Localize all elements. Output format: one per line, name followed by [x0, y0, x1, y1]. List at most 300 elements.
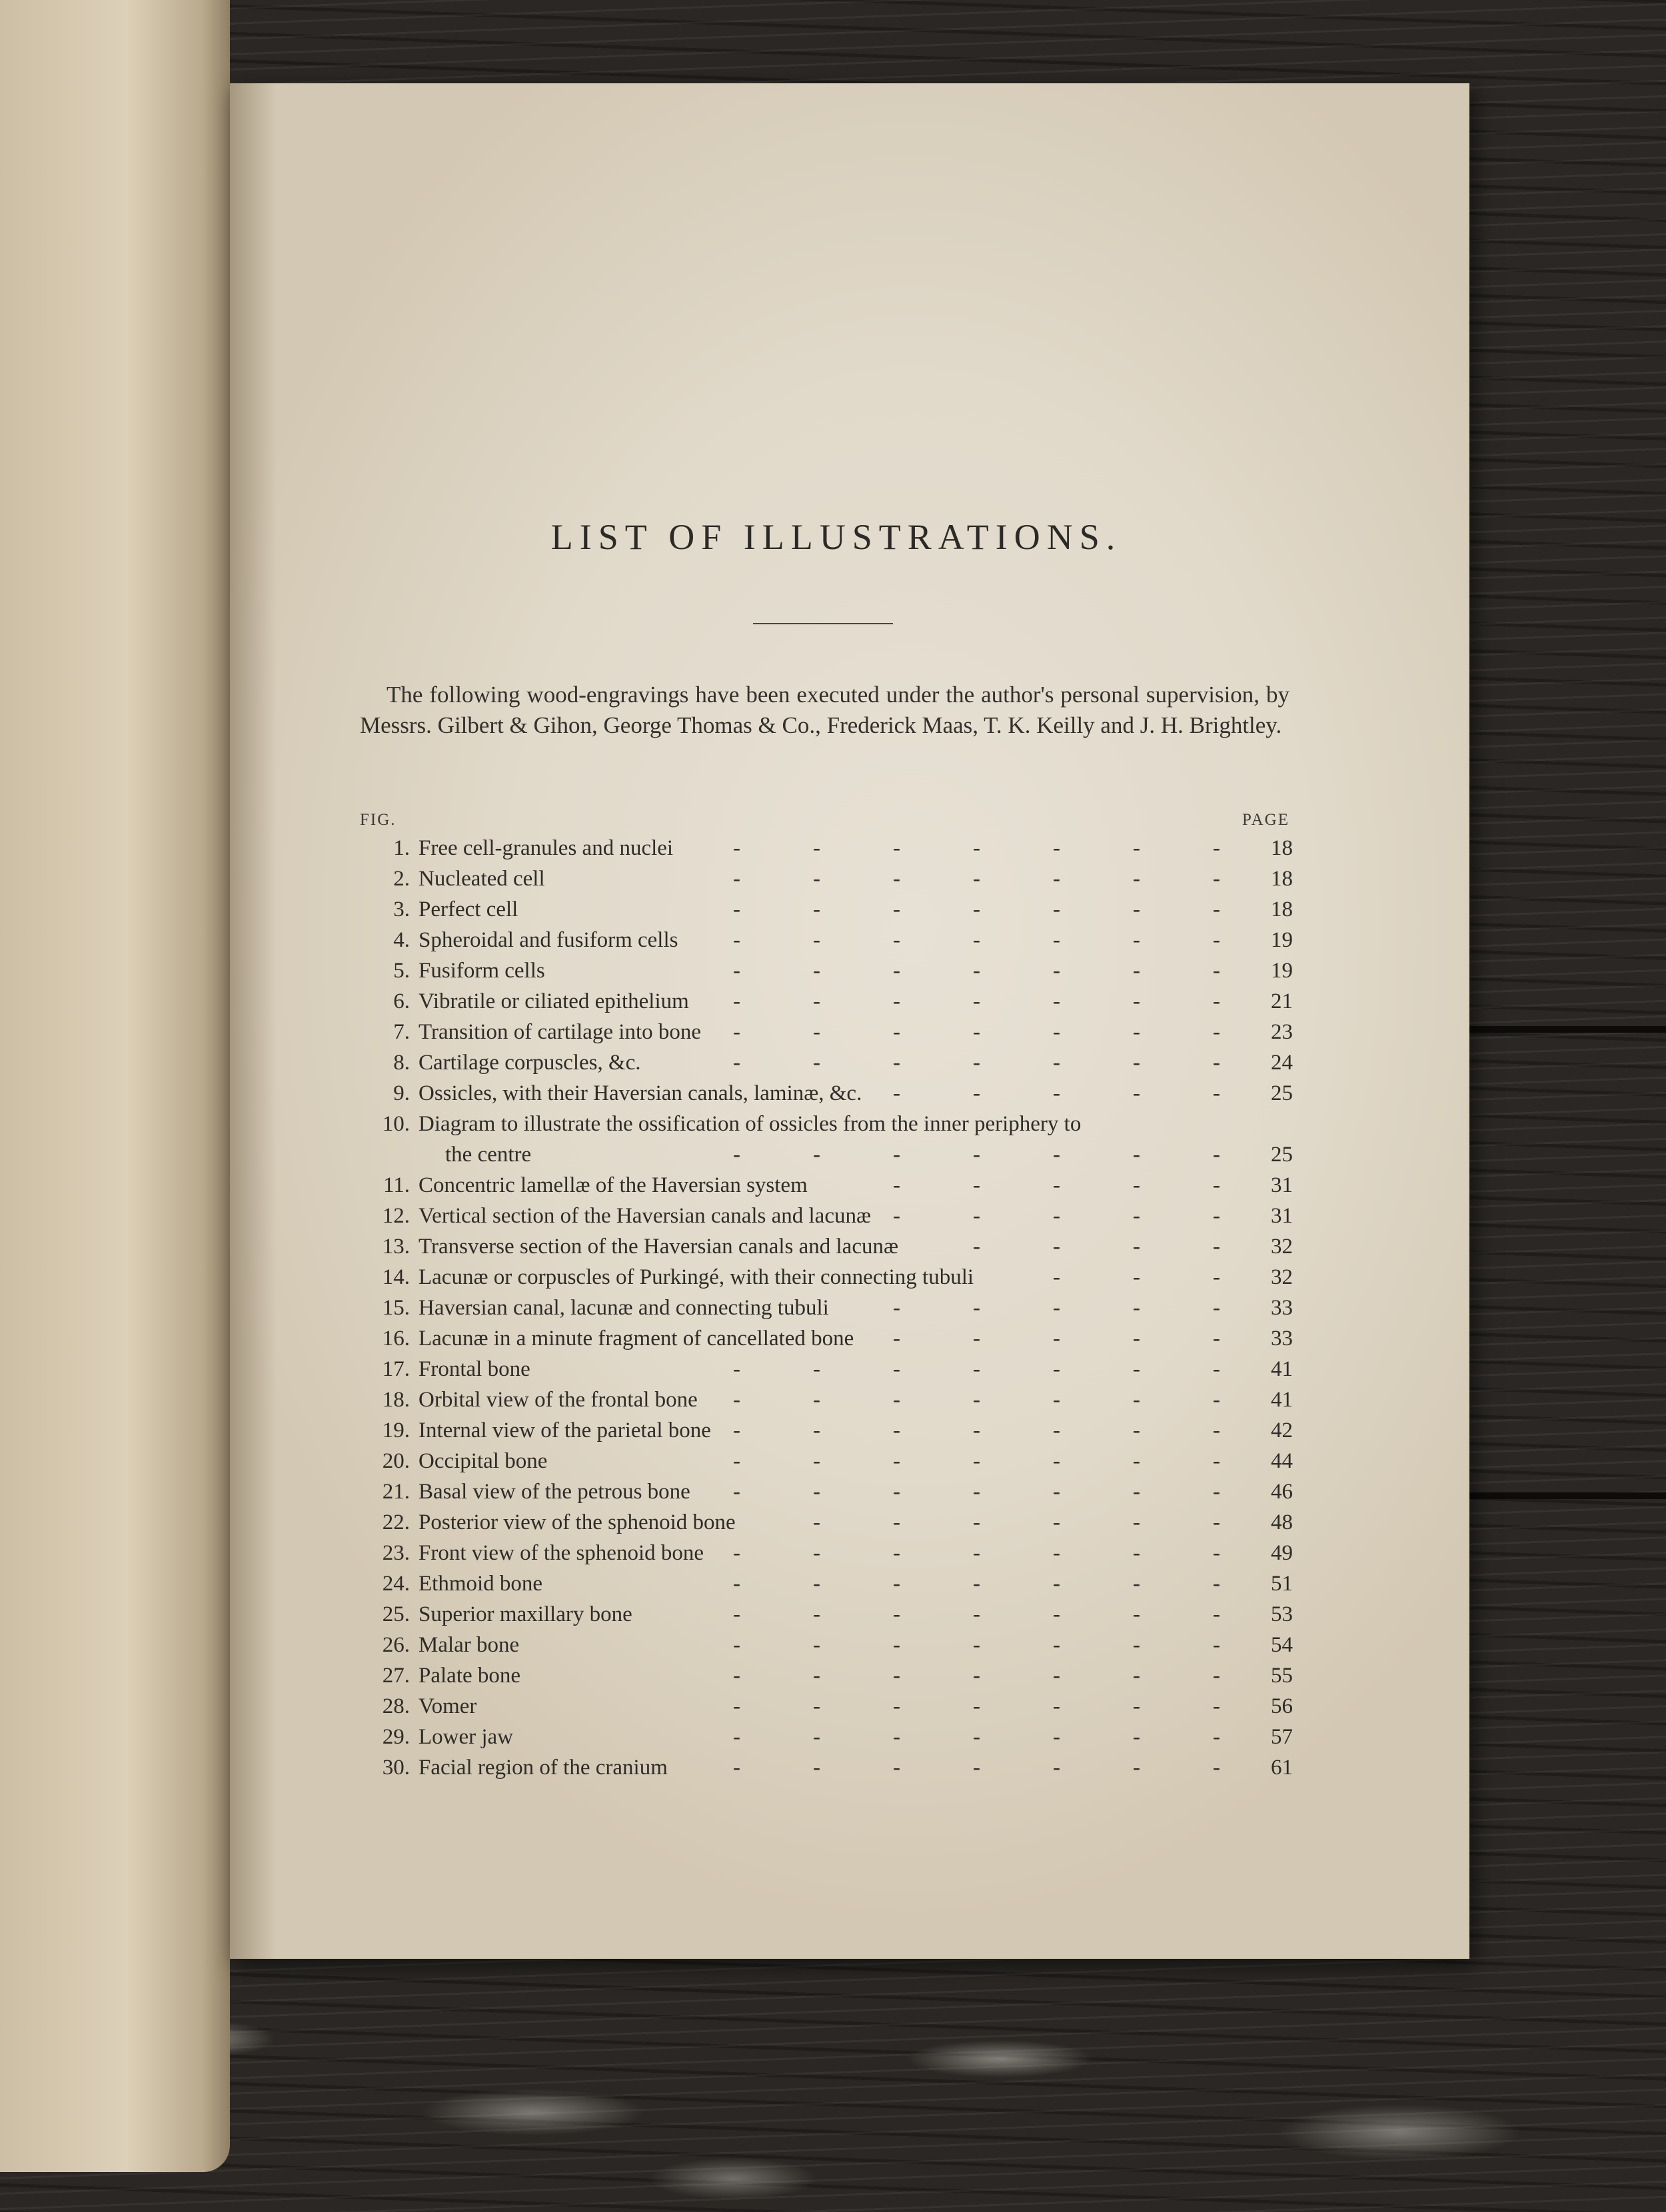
leader-dash: -: [973, 1725, 980, 1749]
leader-dash: -: [973, 1235, 980, 1259]
leader-dash: -: [973, 1204, 980, 1228]
leader-dash: -: [813, 1664, 820, 1688]
leader-dash: -: [813, 1541, 820, 1565]
leader-dash: -: [813, 897, 820, 921]
leader-dash: -: [1213, 1572, 1220, 1596]
leader-dash: -: [973, 1388, 980, 1412]
leader-dash: -: [813, 928, 820, 952]
leader-dash: -: [1133, 867, 1140, 891]
leader-dash: -: [1133, 1725, 1140, 1749]
leader-dash: -: [1213, 989, 1220, 1013]
leader-dash: -: [893, 1357, 900, 1381]
leader-dash: -: [1133, 1694, 1140, 1718]
page-number: 56: [1271, 1694, 1293, 1718]
leader-dash: -: [1053, 1725, 1060, 1749]
list-item: [360, 1568, 1293, 1599]
leader-dash: -: [973, 1664, 980, 1688]
leader-dash: -: [893, 1572, 900, 1596]
list-item: [360, 1507, 1293, 1538]
fig-title: Free cell-granules and nuclei: [418, 836, 674, 860]
fig-title: Palate bone: [418, 1664, 521, 1688]
leader-dash: -: [973, 1418, 980, 1442]
list-item: [360, 1691, 1293, 1722]
leader-dash: -: [1213, 1235, 1220, 1259]
fig-title: Ossicles, with their Haversian canals, laminæ, &c.: [418, 1081, 862, 1105]
fig-number: 6.: [393, 989, 410, 1013]
leader-dash: -: [733, 1020, 740, 1044]
leader-dash: -: [1053, 1602, 1060, 1626]
list-item: [360, 986, 1293, 1017]
leader-dash: -: [1053, 1020, 1060, 1044]
fig-number: 28.: [382, 1694, 410, 1718]
leader-dash: -: [1053, 1081, 1060, 1105]
book-page: [230, 83, 1469, 1959]
page-number: 51: [1271, 1572, 1293, 1596]
leader-dash: -: [973, 1357, 980, 1381]
leader-dash: -: [813, 836, 820, 860]
leader-dash: -: [1133, 1327, 1140, 1351]
fig-title: Facial region of the cranium: [418, 1756, 668, 1780]
page-number: 54: [1271, 1633, 1293, 1657]
leader-dash: -: [733, 1357, 740, 1381]
leader-dash: -: [893, 989, 900, 1013]
leader-dash: -: [893, 1020, 900, 1044]
leader-dash: -: [1213, 1388, 1220, 1412]
leader-dash: -: [1133, 1480, 1140, 1504]
leader-dash: -: [1213, 959, 1220, 983]
page-number: 31: [1271, 1173, 1293, 1197]
leader-dash: -: [813, 1020, 820, 1044]
fig-title: Orbital view of the frontal bone: [418, 1388, 698, 1412]
page-number: 21: [1271, 989, 1293, 1013]
leader-dash: -: [733, 1633, 740, 1657]
leader-dash: -: [813, 1694, 820, 1718]
leader-dash: -: [1053, 1572, 1060, 1596]
leader-dash: -: [973, 1327, 980, 1351]
leader-dash: -: [813, 1572, 820, 1596]
fig-number: 13.: [382, 1235, 410, 1259]
fig-title: Lacunæ in a minute fragment of cancellated bone: [418, 1327, 854, 1351]
leader-dash: -: [1213, 1327, 1220, 1351]
leader-dash: -: [1213, 1204, 1220, 1228]
list-item: [360, 1354, 1293, 1384]
leader-dash: -: [973, 1510, 980, 1534]
leader-dash: -: [1053, 1449, 1060, 1473]
leader-dash: -: [893, 867, 900, 891]
fig-number: 15.: [382, 1296, 410, 1320]
leader-dash: -: [893, 959, 900, 983]
page-number: 32: [1271, 1235, 1293, 1259]
fig-number: 24.: [382, 1572, 410, 1596]
leader-dash: -: [1213, 1418, 1220, 1442]
plank-gap: [1446, 1026, 1666, 1033]
fig-title-continuation: the centre: [445, 1143, 532, 1167]
list-item: [360, 1231, 1293, 1262]
leader-dash: -: [893, 1173, 900, 1197]
leader-dash: -: [1133, 1265, 1140, 1289]
leader-dash: -: [813, 1633, 820, 1657]
leader-dash: -: [1133, 1602, 1140, 1626]
leader-dash: -: [1213, 1143, 1220, 1167]
fig-title: Haversian canal, lacunæ and connecting tubuli: [418, 1296, 829, 1320]
leader-dash: -: [1213, 1480, 1220, 1504]
leader-dash: -: [973, 928, 980, 952]
leader-dash: -: [813, 1725, 820, 1749]
leader-dash: -: [1053, 989, 1060, 1013]
leader-dash: -: [893, 1694, 900, 1718]
list-item: [360, 1384, 1293, 1415]
fig-title: Occipital bone: [418, 1449, 548, 1473]
leader-dash: -: [893, 1633, 900, 1657]
leader-dash: -: [1213, 1694, 1220, 1718]
leader-dash: -: [1053, 1664, 1060, 1688]
facing-left-page: [0, 0, 230, 2172]
fig-number: 27.: [382, 1664, 410, 1688]
leader-dash: -: [1213, 1664, 1220, 1688]
leader-dash: -: [813, 1480, 820, 1504]
list-item: [360, 1170, 1293, 1201]
leader-dash: -: [893, 928, 900, 952]
leader-dash: -: [733, 1664, 740, 1688]
leader-dash: -: [1133, 897, 1140, 921]
leader-dash: -: [813, 1449, 820, 1473]
page-number: 33: [1271, 1296, 1293, 1320]
leader-dash: -: [893, 1327, 900, 1351]
fig-title: Vibratile or ciliated epithelium: [418, 989, 689, 1013]
leader-dash: -: [733, 959, 740, 983]
fig-number: 10.: [382, 1112, 410, 1136]
list-item: [360, 1752, 1293, 1783]
fig-number: 12.: [382, 1204, 410, 1228]
leader-dash: -: [1053, 928, 1060, 952]
illustration-list: [360, 833, 1293, 1783]
leader-dash: -: [1213, 1081, 1220, 1105]
leader-dash: -: [1213, 1633, 1220, 1657]
list-item: [360, 1262, 1293, 1293]
leader-dash: -: [893, 1418, 900, 1442]
leader-dash: -: [973, 1051, 980, 1075]
fig-number: 19.: [382, 1418, 410, 1442]
leader-dash: -: [813, 1143, 820, 1167]
list-item: [360, 833, 1293, 863]
leader-dash: -: [733, 867, 740, 891]
leader-dash: -: [1053, 959, 1060, 983]
leader-dash: -: [1133, 1572, 1140, 1596]
fig-number: 3.: [393, 897, 410, 921]
leader-dash: -: [733, 1694, 740, 1718]
intro-paragraph: The following wood-engravings have been executed under the author's personal supervision, by Messrs. Gilbert & Gihon, George Thomas & Co., Frederick Maas, T. K. Keilly and J. H. Brightley.: [360, 682, 1289, 738]
fig-number: 30.: [382, 1756, 410, 1780]
leader-dash: -: [893, 836, 900, 860]
fig-title: Superior maxillary bone: [418, 1602, 632, 1626]
leader-dash: -: [1133, 1449, 1140, 1473]
leader-dash: -: [1133, 1541, 1140, 1565]
list-item: [360, 955, 1293, 986]
list-item: [360, 1415, 1293, 1446]
fig-number: 8.: [393, 1051, 410, 1075]
leader-dash: -: [733, 1480, 740, 1504]
leader-dash: -: [813, 867, 820, 891]
leader-dash: -: [1053, 1418, 1060, 1442]
leader-dash: -: [733, 897, 740, 921]
leader-dash: -: [973, 1449, 980, 1473]
leader-dash: -: [893, 1756, 900, 1780]
leader-dash: -: [973, 1081, 980, 1105]
list-item: [360, 1109, 1293, 1170]
leader-dash: -: [813, 1388, 820, 1412]
leader-dash: -: [973, 959, 980, 983]
list-item: [360, 894, 1293, 925]
list-item: [360, 1078, 1293, 1109]
leader-dash: -: [973, 1756, 980, 1780]
fig-number: 16.: [382, 1327, 410, 1351]
fig-number: 1.: [393, 836, 410, 860]
list-item: [360, 1630, 1293, 1660]
leader-dash: -: [1213, 1510, 1220, 1534]
leader-dash: -: [893, 1449, 900, 1473]
fig-title: Perfect cell: [418, 897, 518, 921]
leader-dash: -: [1133, 1051, 1140, 1075]
leader-dash: -: [1133, 1388, 1140, 1412]
leader-dash: -: [893, 897, 900, 921]
leader-dash: -: [733, 1143, 740, 1167]
fig-number: 22.: [382, 1510, 410, 1534]
leader-dash: -: [733, 1449, 740, 1473]
leader-dash: -: [1053, 1388, 1060, 1412]
fig-title: Frontal bone: [418, 1357, 530, 1381]
leader-dash: -: [1133, 1020, 1140, 1044]
page-number: 41: [1271, 1388, 1293, 1412]
leader-dash: -: [1213, 897, 1220, 921]
leader-dash: -: [733, 836, 740, 860]
fig-title: Internal view of the parietal bone: [418, 1418, 711, 1442]
fig-number: 26.: [382, 1633, 410, 1657]
leader-dash: -: [813, 1602, 820, 1626]
leader-dash: -: [973, 1173, 980, 1197]
leader-dash: -: [1213, 836, 1220, 860]
fig-title: Nucleated cell: [418, 867, 545, 891]
fig-title: Fusiform cells: [418, 959, 545, 983]
leader-dash: -: [1133, 1510, 1140, 1534]
leader-dash: -: [1213, 1051, 1220, 1075]
leader-dash: -: [1053, 867, 1060, 891]
leader-dash: -: [733, 1418, 740, 1442]
leader-dash: -: [893, 1051, 900, 1075]
leader-dash: -: [813, 1510, 820, 1534]
fig-title: Basal view of the petrous bone: [418, 1480, 690, 1504]
leader-dash: -: [813, 1051, 820, 1075]
page-number: 18: [1271, 897, 1293, 921]
fig-number: 29.: [382, 1725, 410, 1749]
leader-dash: -: [893, 1602, 900, 1626]
page-number: 25: [1271, 1143, 1293, 1167]
fig-title: Spheroidal and fusiform cells: [418, 928, 678, 952]
leader-dash: -: [1133, 1357, 1140, 1381]
leader-dash: -: [1213, 1756, 1220, 1780]
fig-title: Vomer: [418, 1694, 477, 1718]
leader-dash: -: [973, 897, 980, 921]
leader-dash: -: [733, 1051, 740, 1075]
plank-gap: [1446, 1492, 1666, 1499]
leader-dash: -: [1053, 1204, 1060, 1228]
leader-dash: -: [1053, 1480, 1060, 1504]
leader-dash: -: [973, 1694, 980, 1718]
leader-dash: -: [1213, 1173, 1220, 1197]
leader-dash: -: [1133, 1756, 1140, 1780]
fig-title: Ethmoid bone: [418, 1572, 543, 1596]
leader-dash: -: [1133, 1204, 1140, 1228]
leader-dash: -: [1053, 1327, 1060, 1351]
leader-dash: -: [1133, 1235, 1140, 1259]
leader-dash: -: [1053, 1296, 1060, 1320]
list-item: [360, 1599, 1293, 1630]
leader-dash: -: [1053, 1694, 1060, 1718]
leader-dash: -: [1213, 1265, 1220, 1289]
page-number: 24: [1271, 1051, 1293, 1075]
page-number: 25: [1271, 1081, 1293, 1105]
leader-dash: -: [893, 1204, 900, 1228]
leader-dash: -: [1213, 867, 1220, 891]
leader-dash: -: [733, 1756, 740, 1780]
page-number: 61: [1271, 1756, 1293, 1780]
leader-dash: -: [973, 1572, 980, 1596]
fig-title: Vertical section of the Haversian canals and lacunæ: [418, 1204, 871, 1228]
fig-number: 5.: [393, 959, 410, 983]
leader-dash: -: [1053, 1357, 1060, 1381]
leader-dash: -: [1053, 1633, 1060, 1657]
fig-title: Transverse section of the Haversian canals and lacunæ: [418, 1235, 898, 1259]
leader-dash: -: [733, 1572, 740, 1596]
fig-title: Posterior view of the sphenoid bone: [418, 1510, 736, 1534]
page-number: 42: [1271, 1418, 1293, 1442]
list-item: [360, 1293, 1293, 1323]
leader-dash: -: [973, 1541, 980, 1565]
page-number: 48: [1271, 1510, 1293, 1534]
leader-dash: -: [733, 1725, 740, 1749]
leader-dash: -: [733, 928, 740, 952]
fig-number: 25.: [382, 1602, 410, 1626]
leader-dash: -: [1133, 1173, 1140, 1197]
page-number: 49: [1271, 1541, 1293, 1565]
leader-dash: -: [1213, 1725, 1220, 1749]
fig-number: 4.: [393, 928, 410, 952]
page-number: 32: [1271, 1265, 1293, 1289]
fig-title: Concentric lamellæ of the Haversian system: [418, 1173, 808, 1197]
page-number: 18: [1271, 836, 1293, 860]
leader-dash: -: [893, 1510, 900, 1534]
fig-title: Lower jaw: [418, 1725, 514, 1749]
leader-dash: -: [1213, 928, 1220, 952]
fig-title: Lacunæ or corpuscles of Purkingé, with their connecting tubuli: [418, 1265, 974, 1289]
list-item: [360, 1476, 1293, 1507]
leader-dash: -: [1053, 1051, 1060, 1075]
leader-dash: -: [893, 1081, 900, 1105]
leader-dash: -: [973, 1296, 980, 1320]
leader-dash: -: [1133, 1418, 1140, 1442]
leader-dash: -: [973, 1480, 980, 1504]
fig-number: 14.: [382, 1265, 410, 1289]
list-item: [360, 1538, 1293, 1568]
page-title: LIST OF ILLUSTRATIONS.: [550, 517, 1122, 557]
leader-dash: -: [1213, 1296, 1220, 1320]
leader-dash: -: [973, 989, 980, 1013]
leader-dash: -: [893, 1296, 900, 1320]
list-item: [360, 925, 1293, 955]
leader-dash: -: [813, 959, 820, 983]
leader-dash: -: [1133, 959, 1140, 983]
list-item: [360, 1446, 1293, 1476]
page-number: 18: [1271, 867, 1293, 891]
leader-dash: -: [973, 1633, 980, 1657]
leader-dash: -: [1133, 1296, 1140, 1320]
fig-title-line: Diagram to illustrate the ossification of ossicles from the inner periphery to: [418, 1112, 1082, 1136]
leader-dash: -: [1213, 1449, 1220, 1473]
leader-dash: -: [733, 989, 740, 1013]
leader-dash: -: [1053, 1510, 1060, 1534]
leader-dash: -: [893, 1143, 900, 1167]
fig-number: 2.: [393, 867, 410, 891]
page-number: 19: [1271, 959, 1293, 983]
leader-dash: -: [973, 1020, 980, 1044]
page-number: 57: [1271, 1725, 1293, 1749]
list-item: [360, 1017, 1293, 1047]
leader-dash: -: [973, 1602, 980, 1626]
leader-dash: -: [813, 1357, 820, 1381]
list-item: [360, 863, 1293, 894]
list-item: [360, 1323, 1293, 1354]
list-item: [360, 1660, 1293, 1691]
fig-number: 18.: [382, 1388, 410, 1412]
fig-title: Transition of cartilage into bone: [418, 1020, 702, 1044]
page-number: 44: [1271, 1449, 1293, 1473]
leader-dash: -: [733, 1541, 740, 1565]
leader-dash: -: [893, 1388, 900, 1412]
page-number: 19: [1271, 928, 1293, 952]
fig-number: 7.: [393, 1020, 410, 1044]
fig-title: Front view of the sphenoid bone: [418, 1541, 704, 1565]
page-number: 53: [1271, 1602, 1293, 1626]
weathered-wood-table: [0, 1959, 1666, 2212]
leader-dash: -: [733, 1602, 740, 1626]
leader-dash: -: [1053, 836, 1060, 860]
list-item: [360, 1722, 1293, 1752]
fig-column-header: FIG.: [360, 811, 397, 829]
page-column-header: PAGE: [1242, 811, 1289, 829]
leader-dash: -: [1133, 1143, 1140, 1167]
leader-dash: -: [1213, 1541, 1220, 1565]
leader-dash: -: [893, 1480, 900, 1504]
page-number: 31: [1271, 1204, 1293, 1228]
page-number: 33: [1271, 1327, 1293, 1351]
leader-dash: -: [733, 1388, 740, 1412]
list-item: [360, 1047, 1293, 1078]
leader-dash: -: [1213, 1020, 1220, 1044]
leader-dash: -: [1133, 928, 1140, 952]
fig-number: 23.: [382, 1541, 410, 1565]
leader-dash: -: [1133, 1633, 1140, 1657]
leader-dash: -: [973, 867, 980, 891]
leader-dash: -: [813, 1756, 820, 1780]
fig-number: 21.: [382, 1480, 410, 1504]
page-number: 23: [1271, 1020, 1293, 1044]
page-number: 41: [1271, 1357, 1293, 1381]
leader-dash: -: [1213, 1602, 1220, 1626]
fig-number: 20.: [382, 1449, 410, 1473]
list-item: [360, 1201, 1293, 1231]
leader-dash: -: [1133, 989, 1140, 1013]
leader-dash: -: [813, 989, 820, 1013]
leader-dash: -: [893, 1664, 900, 1688]
